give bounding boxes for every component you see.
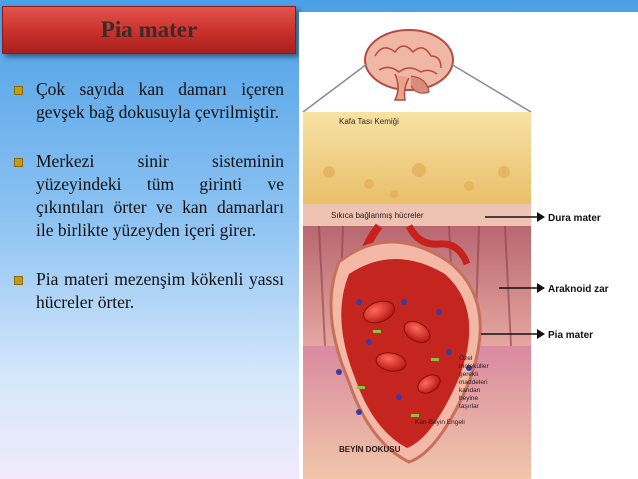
dura-label: Dura mater	[548, 213, 601, 224]
svg-text:gerekli: gerekli	[459, 371, 479, 378]
bullet-square-icon	[14, 158, 23, 167]
arachnoid-label: Araknoid zar	[548, 284, 609, 295]
slide-title: Pia mater	[100, 17, 198, 42]
tight-cells-label: Sıkıca bağlanmış hücreler	[331, 211, 424, 220]
skull-label: Kafa Tası Kemiği	[339, 117, 399, 126]
zoom-line-right	[451, 64, 531, 112]
bullet-square-icon	[14, 86, 23, 95]
brain-icon	[365, 30, 453, 100]
slide-title-box	[2, 6, 296, 54]
svg-text:moleküller: moleküller	[459, 363, 489, 370]
bullet-list	[12, 78, 284, 340]
svg-text:maddeleri: maddeleri	[459, 379, 488, 386]
svg-text:beyine: beyine	[459, 395, 479, 402]
bullet-text: Çok sayıda kan damarı içeren gevşek bağ dokusuyla çevrilmiştir.	[36, 79, 284, 122]
bbb-label: Kan-Beyin Engeli	[415, 419, 465, 426]
meninges-diagram	[299, 12, 638, 479]
zoom-line-left	[303, 64, 367, 112]
bullet-square-icon	[14, 276, 23, 285]
svg-text:taşırlar: taşırlar	[459, 403, 479, 410]
svg-text:kandan: kandan	[459, 387, 481, 394]
pia-arrowhead-icon	[537, 329, 545, 339]
pia-label: Pia mater	[548, 330, 594, 341]
bullet-item	[12, 268, 284, 314]
svg-text:Özel: Özel	[459, 355, 473, 362]
brain-tissue-label: BEYİN DOKUSU	[339, 445, 401, 454]
bullet-text: Merkezi sinir sisteminin yüzeyindeki tüm girinti ve çıkıntıları örter ve kan damarları ile birlikte yüzeyden içeri girer.	[36, 151, 284, 240]
bullet-item	[12, 78, 284, 124]
skull-layer	[303, 112, 531, 204]
arachnoid-arrowhead-icon	[537, 283, 545, 293]
dura-arrowhead-icon	[537, 212, 545, 222]
meninges-illustration	[299, 12, 638, 479]
bullet-item	[12, 150, 284, 242]
bullet-text: Pia materi mezenşim kökenli yassı hücreler örter.	[36, 269, 284, 312]
